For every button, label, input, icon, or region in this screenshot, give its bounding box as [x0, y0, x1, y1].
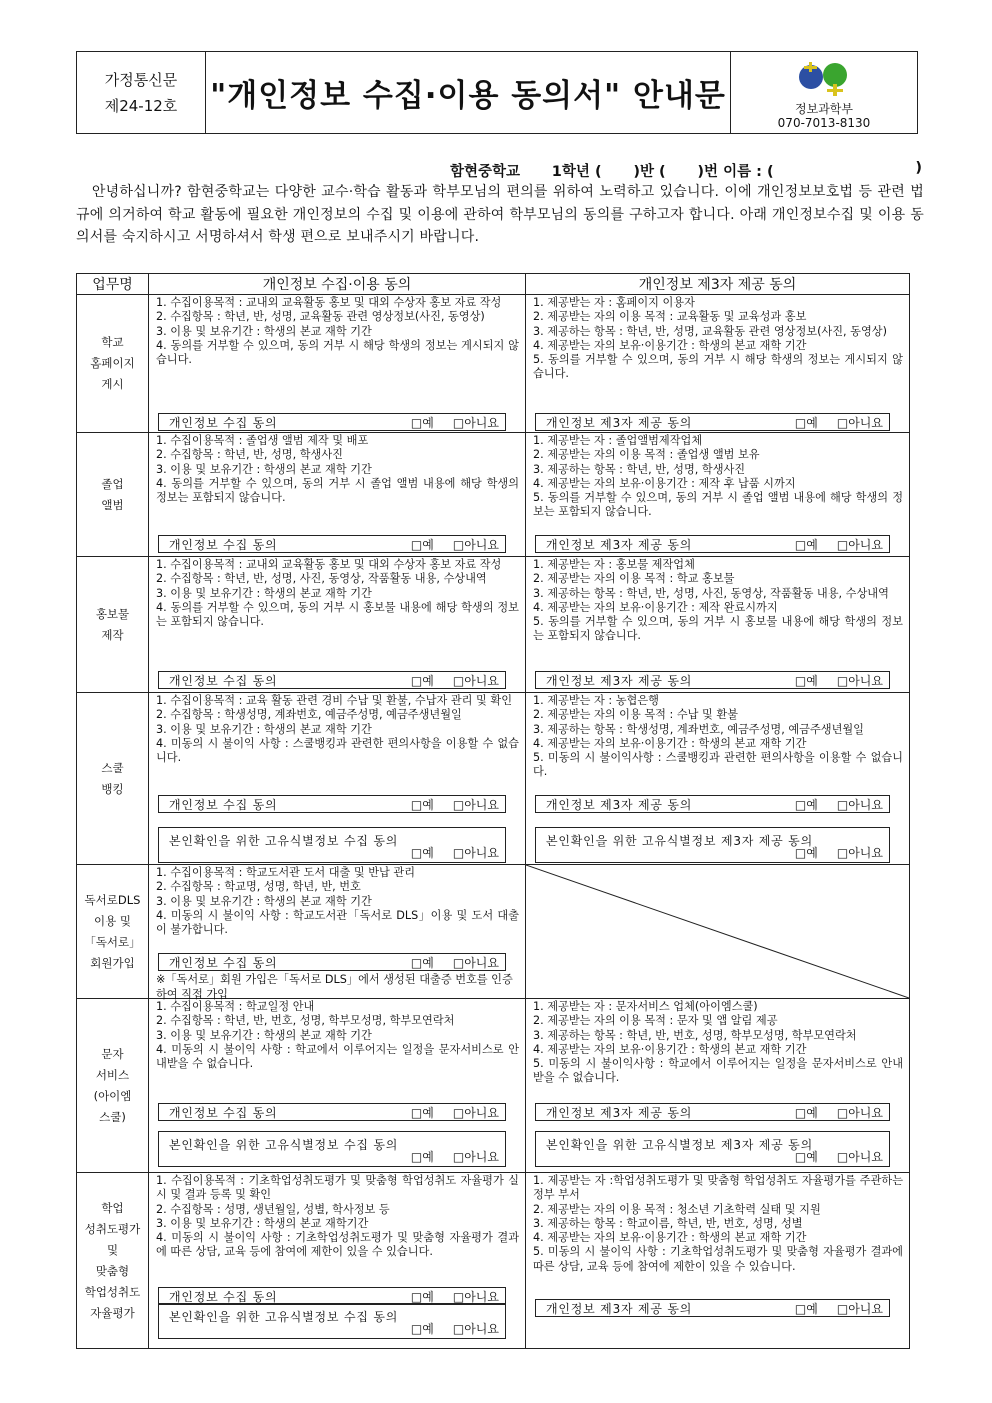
third-party-item: 3. 제공하는 항목 : 학교이름, 학년, 반, 번호, 성명, 성별 — [533, 1216, 803, 1230]
no-checkbox[interactable]: □아니요 — [836, 415, 883, 430]
task-name-line: 자율평가 — [90, 1305, 135, 1320]
header-third: 개인정보 제3자 제공 동의 — [526, 274, 910, 295]
consent-options — [411, 414, 499, 431]
third-party-consent-cell — [526, 557, 910, 693]
yes-checkbox[interactable]: □예 — [794, 846, 818, 860]
table-row — [77, 1173, 910, 1349]
task-name-line: 홍보물 — [95, 606, 130, 621]
collect-item: 1. 수집이용목적 : 교내외 교육활동 홍보 및 대외 수상자 홍보 자료 작성 — [156, 558, 502, 571]
school-logo-icon — [794, 58, 854, 98]
third-party-item: 4. 제공받는 자의 보유·이용기간 : 학생의 본교 재학 기간 — [533, 1231, 807, 1245]
collect-item: 2. 수집항목 : 학생성명, 계좌번호, 예금주성명, 예금주생년월일 — [156, 708, 462, 722]
consent-options — [411, 954, 499, 971]
collect-item: 2. 수집항목 : 학년, 반, 성명, 학생사진 — [156, 448, 343, 462]
task-name-line: 스쿨) — [99, 1109, 126, 1124]
third-party-item: 5. 동의를 거부할 수 있으며, 동의 거부 시 홍보물 내용에 해당 학생의 정보는 포함되지 않습니다. — [533, 615, 903, 643]
yes-checkbox[interactable]: □예 — [410, 1289, 434, 1304]
collect-item: 1. 수집이용목적 : 학교일정 안내 — [156, 1000, 315, 1013]
table-row — [77, 693, 910, 865]
third-consent-box — [535, 1103, 890, 1121]
consent-options — [795, 536, 883, 553]
id-collect-consent-box — [158, 1303, 506, 1339]
yes-checkbox[interactable]: □예 — [794, 415, 818, 430]
consent-options — [411, 1288, 499, 1305]
task-name-line: 제작 — [101, 627, 124, 642]
yes-checkbox[interactable]: □예 — [794, 537, 818, 552]
collect-item: 3. 이용 및 보유기간 : 학생의 본교 재학 기간 — [156, 586, 372, 600]
task-name-line: 맞춤형 — [95, 1263, 130, 1278]
collect-item: 1. 수집이용목적 : 졸업생 앨범 제작 및 배포 — [156, 434, 369, 447]
consent-label: 개인정보 제3자 제공 동의 — [546, 1105, 693, 1120]
no-checkbox[interactable]: □아니요 — [452, 1105, 499, 1120]
no-checkbox[interactable]: □아니요 — [836, 797, 883, 812]
name-close: ) — [915, 160, 922, 176]
consent-label: 본인확인을 위한 고유식별정보 수집 동의 — [169, 834, 399, 848]
consent-options — [795, 1104, 883, 1121]
task-name-cell — [77, 999, 149, 1173]
consent-options — [411, 844, 499, 861]
consent-options — [795, 1300, 883, 1317]
task-name-line: 스쿨 — [101, 760, 124, 775]
collect-item: 3. 이용 및 보유기간 : 학생의 본교 재학 기간 — [156, 462, 372, 476]
student-info-line — [450, 160, 922, 181]
task-name-line: 학업성취도 — [84, 1284, 141, 1299]
collect-consent-cell — [149, 433, 526, 557]
yes-checkbox[interactable]: □예 — [794, 1150, 818, 1164]
task-name-line: 게시 — [101, 377, 124, 391]
no-checkbox[interactable]: □아니요 — [452, 673, 499, 688]
consent-options — [795, 796, 883, 813]
id-collect-consent-box — [158, 1131, 506, 1167]
id-third-consent-box — [535, 1131, 890, 1167]
no-checkbox[interactable]: □아니요 — [452, 797, 499, 812]
third-party-consent-cell — [526, 1173, 910, 1349]
consent-options — [411, 672, 499, 689]
no-checkbox[interactable]: □아니요 — [836, 1150, 883, 1164]
page-title: "개인정보 수집·이용 동의서" 안내문 — [206, 52, 731, 133]
third-party-item: 1. 제공받는 자 : 졸업앨범제작업체 — [533, 434, 703, 447]
collect-consent-box — [158, 535, 506, 553]
collect-consent-box — [158, 413, 506, 431]
no-checkbox[interactable]: □아니요 — [452, 955, 499, 970]
third-party-item: 3. 제공하는 항목 : 학년, 반, 성명, 교육활동 관련 영상정보(사진, 동영상) — [533, 324, 887, 338]
consent-options — [795, 414, 883, 431]
collect-item: 2. 수집항목 : 성명, 생년월일, 성별, 학사정보 등 — [156, 1202, 390, 1216]
collect-item: 4. 동의를 거부할 수 있으며, 동의 거부 시 해당 학생의 정보는 게시되지 않습니다. — [156, 338, 519, 367]
intro-paragraph — [76, 181, 924, 249]
consent-label: 개인정보 수집 동의 — [169, 797, 278, 812]
consent-label: 개인정보 제3자 제공 동의 — [546, 1301, 693, 1316]
third-consent-box — [535, 671, 890, 689]
collect-item: 4. 미동의 시 불이익 사항 : 학교도서관「독서로 DLS」이용 및 도서 대출이 불가합니다. — [156, 908, 519, 937]
collect-consent-box — [158, 795, 506, 813]
collect-consent-box — [158, 1103, 506, 1121]
third-party-item: 1. 제공받는 자 : 농협은행 — [533, 694, 659, 707]
consent-label: 개인정보 수집 동의 — [169, 955, 278, 970]
table-header-row — [77, 274, 910, 295]
task-name-line: 성취도평가 — [84, 1221, 141, 1236]
consent-label: 개인정보 제3자 제공 동의 — [546, 673, 693, 688]
yes-checkbox[interactable]: □예 — [410, 415, 434, 430]
grade-field[interactable]: 1학년 ( — [551, 164, 602, 180]
third-party-item: 1. 제공받는 자 :학업성취도평가 및 맞춤형 학업성취도 자율평가를 주관하는 정부 부서 — [533, 1174, 903, 1202]
collect-consent-cell — [149, 865, 526, 999]
collect-consent-cell — [149, 693, 526, 865]
yes-checkbox[interactable]: □예 — [410, 846, 434, 860]
yes-checkbox[interactable]: □예 — [410, 537, 434, 552]
third-party-consent-cell — [526, 865, 910, 999]
table-row — [77, 557, 910, 693]
collect-consent-box — [158, 953, 506, 971]
consent-options — [411, 1104, 499, 1121]
consent-options — [411, 1320, 499, 1337]
no-checkbox[interactable]: □아니요 — [452, 1289, 499, 1304]
no-checkbox[interactable]: □아니요 — [452, 415, 499, 430]
third-party-item: 4. 제공받는 자의 보유·이용기간 : 학생의 본교 재학 기간 — [533, 338, 807, 352]
collect-item: 3. 이용 및 보유기간 : 학생의 본교 재학 기간 — [156, 894, 372, 908]
task-name-line: 문자 — [101, 1046, 124, 1061]
yes-checkbox[interactable]: □예 — [410, 1150, 434, 1164]
task-name-line: 학업 — [101, 1200, 124, 1215]
collect-consent-box — [158, 671, 506, 689]
task-name-line: 서비스 — [95, 1067, 130, 1082]
task-name-line: 홈페이지 — [90, 356, 135, 370]
consent-label: 개인정보 제3자 제공 동의 — [546, 537, 693, 552]
no-checkbox[interactable]: □아니요 — [836, 673, 883, 688]
department-cell — [731, 52, 917, 133]
collect-consent-cell — [149, 557, 526, 693]
consent-label: 개인정보 수집 동의 — [169, 1289, 278, 1304]
third-party-item: 5. 동의를 거부할 수 있으며, 동의 거부 시 졸업 앨범 내용에 해당 학생의 정보는 포함되지 않습니다. — [533, 491, 903, 519]
third-party-item: 4. 제공받는 자의 보유·이용기간 : 학생의 본교 재학 기간 — [533, 1042, 807, 1056]
third-party-item: 4. 제공받는 자의 보유·이용기간 : 제작 완료시까지 — [533, 600, 778, 614]
third-party-item: 3. 제공하는 항목 : 학년, 반, 번호, 성명, 학부모성명, 학부모연락처 — [533, 1028, 857, 1042]
collect-item: 3. 이용 및 보유기간 : 학생의 본교 재학기간 — [156, 1216, 369, 1230]
yes-checkbox[interactable]: □예 — [794, 673, 818, 688]
consent-label: 본인확인을 위한 고유식별정보 수집 동의 — [169, 1138, 399, 1152]
collect-item: 2. 수집항목 : 학년, 반, 성명, 사진, 동영상, 작품활동 내용, 수상내역 — [156, 572, 487, 586]
yes-checkbox[interactable]: □예 — [410, 797, 434, 812]
notice-header — [76, 51, 918, 134]
consent-options — [795, 672, 883, 689]
collect-item: 1. 수집이용목적 : 교육 활동 관련 경비 수납 및 환불, 수납자 관리 및 확인 — [156, 694, 513, 707]
third-consent-box — [535, 535, 890, 553]
intro-text: 안녕하십니까? 함현중학교는 다양한 교수·학습 활동과 학부모님의 편의를 위하여 노력하고 있습니다. 이에 개인정보보호법 등 관련 법규에 의거하여 학교 활동에 필요한 개인정보의 수집 및 이용에 관하여 학부모님의 동의를 구하고자 합니다. 아래 개인정보수집 및 이용 동의서를 숙지하시고 서명하셔서 학생 편으로 보내주시기 바랍니다. — [76, 184, 924, 245]
department-name: 정보과학부 — [795, 102, 853, 116]
collect-item: 2. 수집항목 : 학년, 반, 성명, 교육활동 관련 영상정보(사진, 동영상) — [156, 310, 485, 324]
consent-options — [411, 1148, 499, 1165]
third-party-item: 5. 동의를 거부할 수 있으며, 동의 거부 시 해당 학생의 정보는 게시되지 않습니다. — [533, 353, 903, 381]
notice-number: 제24-12호 — [104, 96, 178, 115]
id-collect-consent-box — [158, 827, 506, 863]
consent-label: 개인정보 수집 동의 — [169, 673, 278, 688]
consent-label: 개인정보 수집 동의 — [169, 415, 278, 430]
task-name-cell — [77, 865, 149, 999]
collect-item: 1. 수집이용목적 : 교내외 교육활동 홍보 및 대외 수상자 홍보 자료 작성 — [156, 296, 502, 309]
third-party-item: 3. 제공하는 항목 : 학년, 반, 성명, 사진, 동영상, 작품활동 내용, 수상내역 — [533, 586, 889, 600]
task-name-line: 졸업 — [101, 476, 124, 491]
collect-item: 1. 수집이용목적 : 학교도서관 도서 대출 및 반납 관리 — [156, 866, 416, 879]
no-checkbox[interactable]: □아니요 — [452, 537, 499, 552]
third-party-item: 1. 제공받는 자 : 홍보물 제작업체 — [533, 558, 695, 571]
third-party-item: 2. 제공받는 자의 이용 목적 : 학교 홍보물 — [533, 572, 735, 586]
third-party-consent-cell — [526, 999, 910, 1173]
collect-consent-cell — [149, 295, 526, 433]
consent-label: 개인정보 제3자 제공 동의 — [546, 415, 693, 430]
collect-consent-cell — [149, 1173, 526, 1349]
table-row — [77, 433, 910, 557]
third-party-item: 5. 미동의 시 불이익사항 : 스쿨뱅킹과 관련한 편의사항을 이용할 수 없습니다. — [533, 751, 903, 779]
third-party-item: 2. 제공받는 자의 이용 목적 : 청소년 기초학력 실태 및 지원 — [533, 1202, 821, 1216]
third-party-item: 3. 제공하는 항목 : 학생성명, 계좌번호, 예금주성명, 예금주생년월일 — [533, 722, 864, 736]
no-checkbox[interactable]: □아니요 — [836, 846, 883, 860]
third-party-consent-cell — [526, 693, 910, 865]
header-task: 업무명 — [77, 274, 149, 295]
third-party-item: 1. 제공받는 자 : 홈페이지 이용자 — [533, 296, 695, 309]
third-party-consent-cell — [526, 295, 910, 433]
third-party-item: 5. 미동의 시 불이익 사항 : 기초학업성취도평가 및 맞춤형 자율평가 결과에 따른 상담, 교육 등에 참여에 제한이 있을 수 있습니다. — [533, 1245, 903, 1273]
consent-options — [795, 1148, 883, 1165]
third-party-item: 2. 제공받는 자의 이용 목적 : 졸업생 앨범 보유 — [533, 448, 760, 462]
yes-checkbox[interactable]: □예 — [410, 673, 434, 688]
yes-checkbox[interactable]: □예 — [410, 955, 434, 970]
consent-options — [411, 536, 499, 553]
third-party-item: 2. 제공받는 자의 이용 목적 : 수납 및 환불 — [533, 708, 739, 722]
collect-item: 1. 수집이용목적 : 기초학업성취도평가 및 맞춤형 학업성취도 자율평가 실시 및 결과 등록 및 확인 — [156, 1174, 519, 1202]
notice-id-cell — [77, 52, 206, 133]
table-row — [77, 295, 910, 433]
no-checkbox[interactable]: □아니요 — [836, 1301, 883, 1316]
no-checkbox[interactable]: □아니요 — [836, 1105, 883, 1120]
task-name-line: 뱅킹 — [101, 781, 124, 796]
third-party-item: 1. 제공받는 자 : 문자서비스 업체(아이엠스쿨) — [533, 1000, 758, 1013]
school-name: 함현중학교 — [450, 164, 521, 180]
collect-item: 4. 미동의 시 불이익 사항 : 학교에서 이루어지는 일정을 문자서비스로 안내받을 수 없습니다. — [156, 1042, 519, 1071]
collect-item: 2. 수집항목 : 학년, 반, 번호, 성명, 학부모성명, 학부모연락처 — [156, 1014, 455, 1028]
no-checkbox[interactable]: □아니요 — [452, 846, 499, 860]
consent-options — [411, 796, 499, 813]
consent-label: 개인정보 수집 동의 — [169, 537, 278, 552]
collect-item: 4. 미동의 시 불이익 사항 : 기초학업성취도평가 및 맞춤형 자율평가 결과에 따른 상담, 교육 등에 참여에 제한이 있을 수 있습니다. — [156, 1231, 519, 1259]
task-name-line: 앨범 — [101, 497, 124, 512]
task-name-line: 학교 — [101, 335, 124, 349]
no-checkbox[interactable]: □아니요 — [836, 537, 883, 552]
task-name-line: 「독서로」 — [84, 934, 141, 949]
collect-item: 4. 동의를 거부할 수 있으며, 동의 거부 시 홍보물 내용에 해당 학생의 정보는 포함되지 않습니다. — [156, 600, 519, 629]
collect-item: 4. 미동의 시 불이익 사항 : 스쿨뱅킹과 관련한 편의사항을 이용할 수 없습니다. — [156, 736, 519, 765]
collect-consent-cell — [149, 999, 526, 1173]
no-checkbox[interactable]: □아니요 — [452, 1322, 499, 1336]
table-row — [77, 865, 910, 999]
yes-checkbox[interactable]: □예 — [794, 1105, 818, 1120]
third-party-consent-cell — [526, 433, 910, 557]
header-collect: 개인정보 수집·이용 동의 — [149, 274, 526, 295]
yes-checkbox[interactable]: □예 — [410, 1322, 434, 1336]
collect-item: 3. 이용 및 보유기간 : 학생의 본교 재학 기간 — [156, 324, 372, 338]
task-name-cell — [77, 295, 149, 433]
task-name-line: (아이엠 — [93, 1088, 132, 1103]
notice-type: 가정통신문 — [104, 70, 178, 89]
no-checkbox[interactable]: □아니요 — [452, 1150, 499, 1164]
collect-item: 2. 수집항목 : 학교명, 성명, 학년, 반, 번호 — [156, 880, 361, 894]
third-consent-box — [535, 795, 890, 813]
dls-note: ※「독서로」회원 가입은「독서로 DLS」에서 생성된 대출증 번호를 인증하여 직접 가입 — [156, 973, 513, 1001]
consent-label: 개인정보 제3자 제공 동의 — [546, 797, 693, 812]
id-third-consent-box — [535, 827, 890, 863]
task-name-cell — [77, 693, 149, 865]
third-consent-box — [535, 413, 890, 431]
collect-item: 3. 이용 및 보유기간 : 학생의 본교 재학 기간 — [156, 1028, 372, 1042]
yes-checkbox[interactable]: □예 — [794, 797, 818, 812]
consent-label: 본인확인을 위한 고유식별정보 제3자 제공 동의 — [546, 834, 813, 848]
third-party-item: 4. 제공받는 자의 보유·이용기간 : 제작 후 납품 시까지 — [533, 476, 796, 490]
task-name-cell — [77, 1173, 149, 1349]
not-applicable-diagonal — [526, 865, 909, 998]
third-consent-box — [535, 1299, 890, 1317]
third-party-item: 2. 제공받는 자의 이용 목적 : 교육활동 및 교육성과 홍보 — [533, 310, 807, 324]
task-name-cell — [77, 557, 149, 693]
department-phone: 070-7013-8130 — [777, 116, 871, 130]
consent-label: 개인정보 수집 동의 — [169, 1105, 278, 1120]
collect-item: 3. 이용 및 보유기간 : 학생의 본교 재학 기간 — [156, 722, 372, 736]
third-party-item: 3. 제공하는 항목 : 학년, 반, 성명, 학생사진 — [533, 462, 746, 476]
task-name-line: 회원가입 — [90, 955, 135, 970]
yes-checkbox[interactable]: □예 — [410, 1105, 434, 1120]
consent-label: 본인확인을 위한 고유식별정보 제3자 제공 동의 — [546, 1138, 813, 1152]
collect-item: 4. 동의를 거부할 수 있으며, 동의 거부 시 졸업 앨범 내용에 해당 학생의 정보는 포함되지 않습니다. — [156, 476, 519, 505]
third-party-item: 4. 제공받는 자의 보유·이용기간 : 학생의 본교 재학 기간 — [533, 736, 807, 750]
third-party-item: 2. 제공받는 자의 이용 목적 : 문자 및 앱 알림 제공 — [533, 1014, 778, 1028]
task-name-line: 독서로DLS — [84, 892, 141, 907]
table-row — [77, 999, 910, 1173]
consent-label: 본인확인을 위한 고유식별정보 수집 동의 — [169, 1310, 399, 1324]
task-name-cell — [77, 433, 149, 557]
task-name-line: 이용 및 — [94, 913, 131, 928]
name-field[interactable]: )번 이름 : ( — [697, 164, 774, 180]
task-name-line: 및 — [106, 1242, 119, 1257]
third-party-item: 5. 미동의 시 불이익사항 : 학교에서 이루어지는 일정을 문자서비스로 안내받을 수 없습니다. — [533, 1057, 903, 1085]
class-field[interactable]: )반 ( — [633, 164, 666, 180]
consent-options — [795, 844, 883, 861]
consent-table — [76, 273, 910, 1349]
yes-checkbox[interactable]: □예 — [794, 1301, 818, 1316]
